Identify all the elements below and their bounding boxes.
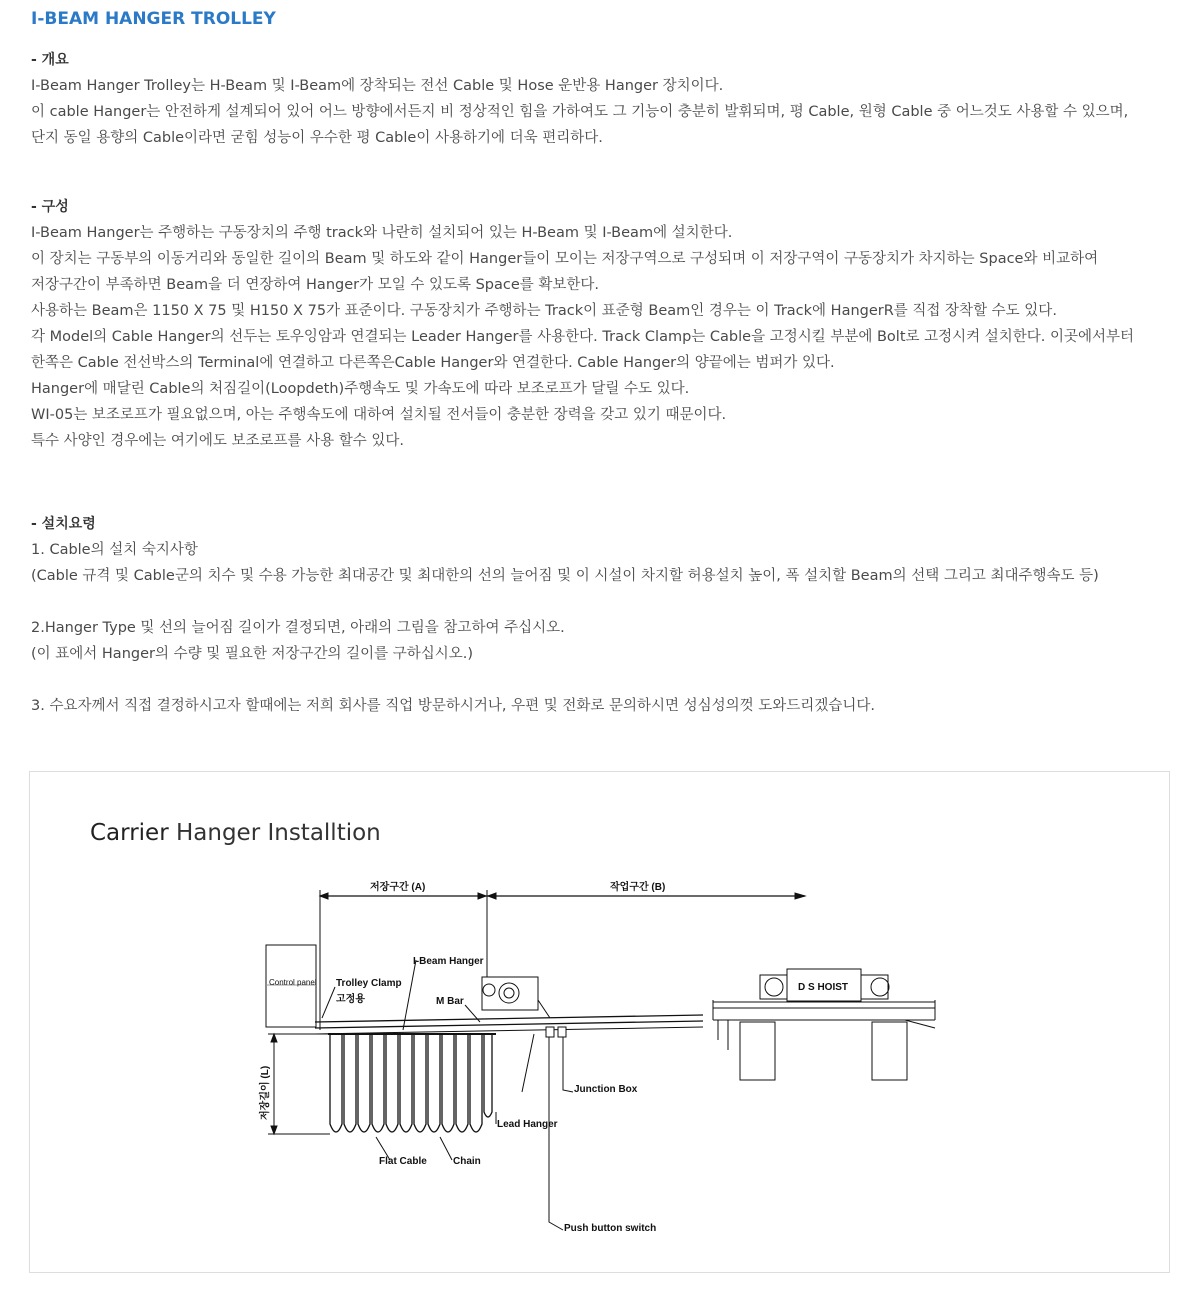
- label-fixed: 고정용: [336, 994, 365, 1005]
- overview-section: [31, 47, 1192, 151]
- installation-blank: [31, 667, 1192, 693]
- diagram-title-part1: Carrier: [90, 820, 169, 846]
- composition-section: [31, 194, 1192, 454]
- label-trolley-clamp: Trolley Clamp: [336, 978, 402, 989]
- composition-line: WI-05는 보조로프가 필요없으며, 아는 주행속도에 대하여 설치될 전서들이 충분한 장력을 갖고 있기 때문이다.: [31, 407, 727, 423]
- installation-heading: - 설치요령: [31, 516, 96, 532]
- label-storage-length: 저장길이 (L): [260, 1065, 271, 1120]
- page-title: I-BEAM HANGER TROLLEY: [31, 9, 276, 29]
- overview-line: 이 cable Hanger는 안전하게 설계되어 있어 어느 방향에서든지 비 정상적인 힘을 가하여도 그 기능이 충분히 발휘되며, 평 Cable, 원형 Cable 중 어느것도 사용할 수 있으며,: [31, 104, 1129, 120]
- composition-line: 저장구간이 부족하면 Beam을 더 연장하여 Hanger가 모일 수 있도록 Space를 확보한다.: [31, 277, 600, 293]
- composition-line: 이 장치는 구동부의 이동거리와 동일한 길이의 Beam 및 하도와 같이 Hanger들이 모이는 저장구역으로 구성되며 이 저장구역이 구동장치가 차지하는 Space와 비교하여: [31, 251, 1099, 267]
- label-chain: Chain: [453, 1156, 481, 1167]
- composition-line: 특수 사양인 경우에는 여기에도 보조로프를 사용 할수 있다.: [31, 433, 405, 449]
- overview-line: I-Beam Hanger Trolley는 H-Beam 및 I-Beam에 장착되는 전선 Cable 및 Hose 운반용 Hanger 장치이다.: [31, 78, 724, 94]
- label-work-section: 작업구간 (B): [610, 882, 666, 893]
- label-i-beam-hanger: I-Beam Hanger: [413, 956, 484, 967]
- label-storage-section: 저장구간 (A): [370, 882, 426, 893]
- diagram-title-part2: Hanger Installtion: [168, 820, 381, 846]
- installation-line: (이 표에서 Hanger의 수량 및 필요한 저장구간의 길이를 구하십시오.): [31, 646, 474, 662]
- label-flat-cable: Flat Cable: [379, 1156, 427, 1167]
- label-junction-box: Junction Box: [574, 1084, 638, 1095]
- composition-line: I-Beam Hanger는 주행하는 구동장치의 주행 track와 나란히 설치되어 있는 H-Beam 및 I-Beam에 설치한다.: [31, 225, 733, 241]
- overview-heading: - 개요: [31, 52, 69, 68]
- label-lead-hanger: Lead Hanger: [497, 1119, 558, 1130]
- composition-line: 각 Model의 Cable Hanger의 선두는 토우잉암과 연결되는 Leader Hanger를 사용한다. Track Clamp는 Cable을 고정시킬 부분에 Bolt로 고정시켜 설치한다. 이곳에서부터: [31, 329, 1135, 345]
- installation-line: 1. Cable의 설치 숙지사항: [31, 542, 198, 558]
- label-m-bar: M Bar: [436, 996, 464, 1007]
- composition-heading: - 구성: [31, 199, 69, 215]
- installation-line: 3. 수요자께서 직접 결정하시고자 할때에는 저희 회사를 직업 방문하시거나, 우편 및 전화로 문의하시면 성심성의껏 도와드리겠습니다.: [31, 698, 875, 714]
- diagram-box: [29, 771, 1170, 1273]
- installation-line: 2.Hanger Type 및 선의 늘어짐 길이가 결정되면, 아래의 그림을 참고하여 주십시오.: [31, 620, 565, 636]
- installation-line: (Cable 규격 및 Cable군의 치수 및 수용 가능한 최대공간 및 최대한의 선의 늘어짐 및 이 시설이 차지할 허용설치 높이, 폭 설치할 Beam의 선택 그리고 최대주행속도 등): [31, 568, 1099, 584]
- overview-line: 단지 동일 용향의 Cable이라면 굳힘 성능이 우수한 평 Cable이 사용하기에 더욱 편리하다.: [31, 130, 603, 146]
- composition-line: 한쪽은 Cable 전선박스의 Terminal에 연결하고 다른쪽은Cable Hanger와 연결한다. Cable Hanger의 양끝에는 범퍼가 있다.: [31, 355, 835, 371]
- label-control-panel: Control panel: [269, 978, 317, 987]
- installation-section: [31, 511, 1192, 719]
- label-ds-hoist: D S HOIST: [798, 982, 849, 993]
- composition-line: 사용하는 Beam은 1150 X 75 및 H150 X 75가 표준이다. 구동장치가 주행하는 Track이 표준형 Beam인 경우는 이 Track에 HangerR를 직접 장착할 수도 있다.: [31, 303, 1057, 319]
- label-push-button-switch: Push button switch: [564, 1223, 657, 1234]
- composition-line: Hanger에 매달린 Cable의 처짐길이(Loopdeth)주행속도 및 가속도에 따라 보조로프가 달릴 수도 있다.: [31, 381, 690, 397]
- installation-diagram: [30, 772, 1171, 1274]
- installation-blank: [31, 589, 1192, 615]
